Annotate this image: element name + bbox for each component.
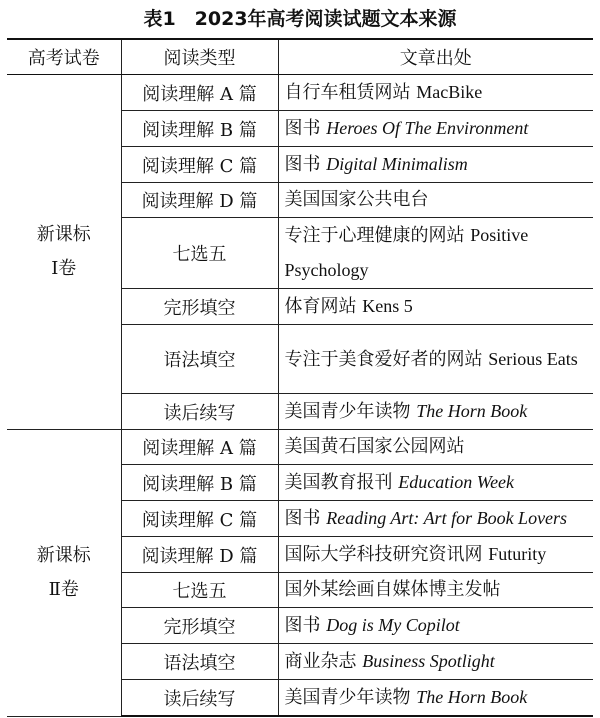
reading-type-cell: 语法填空 — [121, 325, 278, 394]
source-english: MacBike — [416, 82, 483, 102]
exam-paper-cell — [7, 75, 121, 430]
source-chinese: 图书 — [284, 118, 321, 139]
source-english: The Horn Book — [416, 401, 528, 421]
source-chinese: 美国教育报刊 — [284, 472, 393, 493]
source-cell — [278, 501, 593, 537]
source-cell — [278, 183, 593, 218]
source-chinese: 国际大学科技研究资讯网 — [284, 544, 483, 565]
source-cell — [278, 147, 593, 183]
exam-paper-name: 新课标 — [36, 544, 91, 566]
column-header-exam: 高考试卷 — [7, 39, 121, 75]
reading-type-cell: 阅读理解 C 篇 — [121, 501, 278, 537]
source-cell — [278, 573, 593, 608]
exam-paper-cell — [7, 430, 121, 717]
reading-type-cell: 阅读理解 B 篇 — [121, 111, 278, 147]
exam-paper-volume: Ⅰ卷 — [51, 258, 77, 279]
source-chinese: 专注于美食爱好者的网站 — [284, 348, 483, 370]
exam-paper-volume: Ⅱ卷 — [48, 578, 79, 600]
source-cell — [278, 325, 593, 394]
reading-type-cell: 阅读理解 D 篇 — [121, 183, 278, 218]
source-cell — [278, 111, 593, 147]
source-chinese: 自行车租赁网站 — [284, 82, 411, 103]
source-chinese: 美国青少年读物 — [284, 687, 411, 708]
source-chinese: 美国青少年读物 — [284, 401, 411, 422]
exam-paper-name: 新课标 — [36, 224, 91, 245]
source-chinese: 专注于心理健康的网站 — [284, 225, 465, 246]
source-chinese: 国外某绘画自媒体博主发帖 — [284, 579, 501, 600]
source-chinese: 图书 — [284, 508, 321, 529]
reading-type-cell: 七选五 — [121, 573, 278, 608]
source-cell — [278, 537, 593, 573]
source-english: Digital Minimalism — [326, 154, 468, 174]
table-row — [7, 430, 593, 465]
source-english: Business Spotlight — [362, 651, 495, 671]
source-chinese: 图书 — [284, 154, 321, 175]
source-english: Positive Psychology — [284, 225, 529, 280]
source-english: The Horn Book — [416, 687, 528, 707]
source-chinese: 商业杂志 — [284, 651, 357, 672]
reading-type-cell: 阅读理解 D 篇 — [121, 537, 278, 573]
source-english: Kens 5 — [362, 296, 413, 316]
source-english: Futurity — [488, 544, 547, 564]
source-cell — [278, 644, 593, 680]
reading-type-cell: 完形填空 — [121, 608, 278, 644]
table-row — [7, 75, 593, 111]
reading-type-cell: 七选五 — [121, 218, 278, 289]
source-cell — [278, 608, 593, 644]
source-chinese: 体育网站 — [284, 296, 357, 317]
reading-type-cell: 阅读理解 A 篇 — [121, 430, 278, 465]
source-cell — [278, 430, 593, 465]
table-title: 表1 2023年高考阅读试题文本来源 — [143, 8, 457, 30]
source-english: Education Week — [398, 472, 515, 492]
source-cell — [278, 465, 593, 501]
source-english: Heroes Of The Environment — [326, 118, 529, 138]
source-cell — [278, 289, 593, 325]
source-english: Dog is My Copilot — [326, 615, 460, 635]
source-chinese: 美国黄石国家公园网站 — [284, 436, 465, 457]
source-cell — [278, 394, 593, 430]
column-header-type: 阅读类型 — [121, 39, 278, 75]
reading-type-cell: 阅读理解 A 篇 — [121, 75, 278, 111]
header-row — [7, 39, 593, 75]
source-cell — [278, 218, 593, 289]
reading-type-cell: 阅读理解 C 篇 — [121, 147, 278, 183]
reading-type-cell: 语法填空 — [121, 644, 278, 680]
source-table — [7, 38, 593, 717]
source-chinese: 图书 — [284, 615, 321, 636]
table-body — [7, 75, 593, 717]
column-header-source: 文章出处 — [278, 39, 593, 75]
source-english: Serious Eats — [488, 348, 578, 369]
source-cell — [278, 680, 593, 717]
source-english: Reading Art: Art for Book Lovers — [326, 508, 568, 528]
source-chinese: 美国国家公共电台 — [284, 189, 429, 210]
reading-type-cell: 完形填空 — [121, 289, 278, 325]
reading-type-cell: 阅读理解 B 篇 — [121, 465, 278, 501]
reading-type-cell: 读后续写 — [121, 394, 278, 430]
reading-type-cell: 读后续写 — [121, 680, 278, 717]
source-cell — [278, 75, 593, 111]
